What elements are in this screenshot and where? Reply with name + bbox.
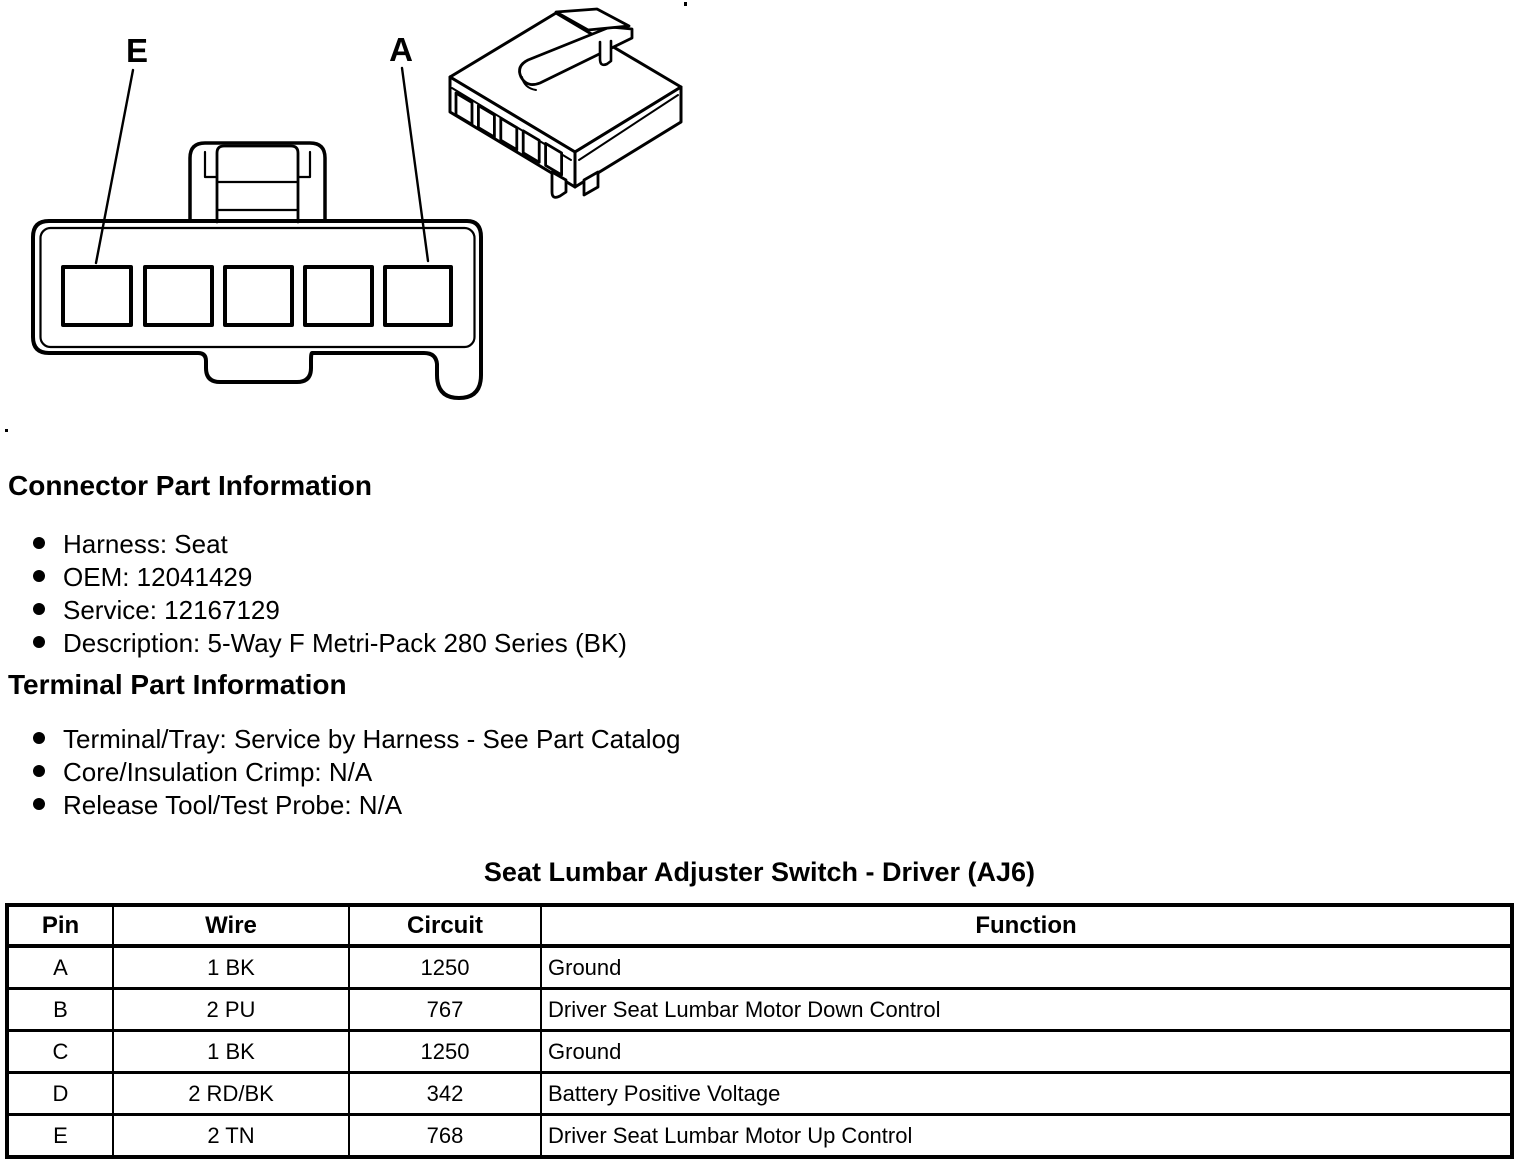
column-header-function: Function [541,905,1512,946]
list-item [33,561,252,593]
cell-pin: C [7,1031,113,1073]
bullet-icon [33,732,45,744]
cavity-b [305,267,372,325]
cell-pin: B [7,989,113,1031]
bullet-icon [33,636,45,648]
cell-wire: 2 RD/BK [113,1073,349,1115]
terminal-info-heading: Terminal Part Information [8,669,347,700]
cell-wire: 1 BK [113,946,349,989]
cell-circuit: 1250 [349,1031,541,1073]
column-header-pin: Pin [7,905,113,946]
list-item [33,594,280,626]
cell-circuit: 342 [349,1073,541,1115]
bullet-icon [33,798,45,810]
list-item-text: Release Tool/Test Probe: N/A [63,790,403,820]
list-item [33,528,228,560]
table-header-row [7,905,1512,946]
list-item-text: Harness: Seat [63,529,228,559]
list-item-text: Description: 5-Way F Metri-Pack 280 Series (BK) [63,628,627,658]
cell-wire: 1 BK [113,1031,349,1073]
connector-info-heading: Connector Part Information [8,470,373,501]
list-item [33,756,372,788]
cell-wire: 2 TN [113,1115,349,1158]
table-row [7,1115,1512,1158]
list-item-text: Terminal/Tray: Service by Harness - See Part Catalog [63,724,681,754]
cell-function: Ground [541,1031,1512,1073]
cell-circuit: 768 [349,1115,541,1158]
bullet-icon [33,603,45,615]
list-item [33,627,627,659]
iso-latch-hook [600,41,611,65]
connector-front-view [33,31,481,398]
list-item [33,723,681,755]
cell-circuit: 767 [349,989,541,1031]
pinout-table [5,903,1514,1159]
table-row [7,1073,1512,1115]
bullet-icon [33,765,45,777]
table-row [7,1031,1512,1073]
cavity-c [225,267,292,325]
cell-function: Driver Seat Lumbar Motor Up Control [541,1115,1512,1158]
column-header-circuit: Circuit [349,905,541,946]
pin-label-e: E [125,32,149,69]
column-header-wire: Wire [113,905,349,946]
bullet-icon [33,537,45,549]
cavity-a [385,267,451,325]
table-title: Seat Lumbar Adjuster Switch - Driver (AJ6) [483,857,1036,887]
ink-speck [684,2,687,6]
ink-speck [5,429,8,432]
connector-diagram [0,0,760,440]
bullet-icon [33,570,45,582]
list-item [33,789,402,821]
table-row [7,989,1512,1031]
connector-isometric-view [450,9,681,197]
cell-pin: E [7,1115,113,1158]
table-row [7,946,1512,989]
cell-function: Driver Seat Lumbar Motor Down Control [541,989,1512,1031]
cell-pin: A [7,946,113,989]
cavity-d [145,267,212,325]
list-item-text: OEM: 12041429 [63,562,253,592]
cell-function: Battery Positive Voltage [541,1073,1512,1115]
list-item-text: Service: 12167129 [63,595,280,625]
cell-circuit: 1250 [349,946,541,989]
cell-function: Ground [541,946,1512,989]
list-item-text: Core/Insulation Crimp: N/A [63,757,373,787]
pin-label-a: A [389,31,413,68]
cavity-e [63,267,131,325]
cell-pin: D [7,1073,113,1115]
cell-wire: 2 PU [113,989,349,1031]
